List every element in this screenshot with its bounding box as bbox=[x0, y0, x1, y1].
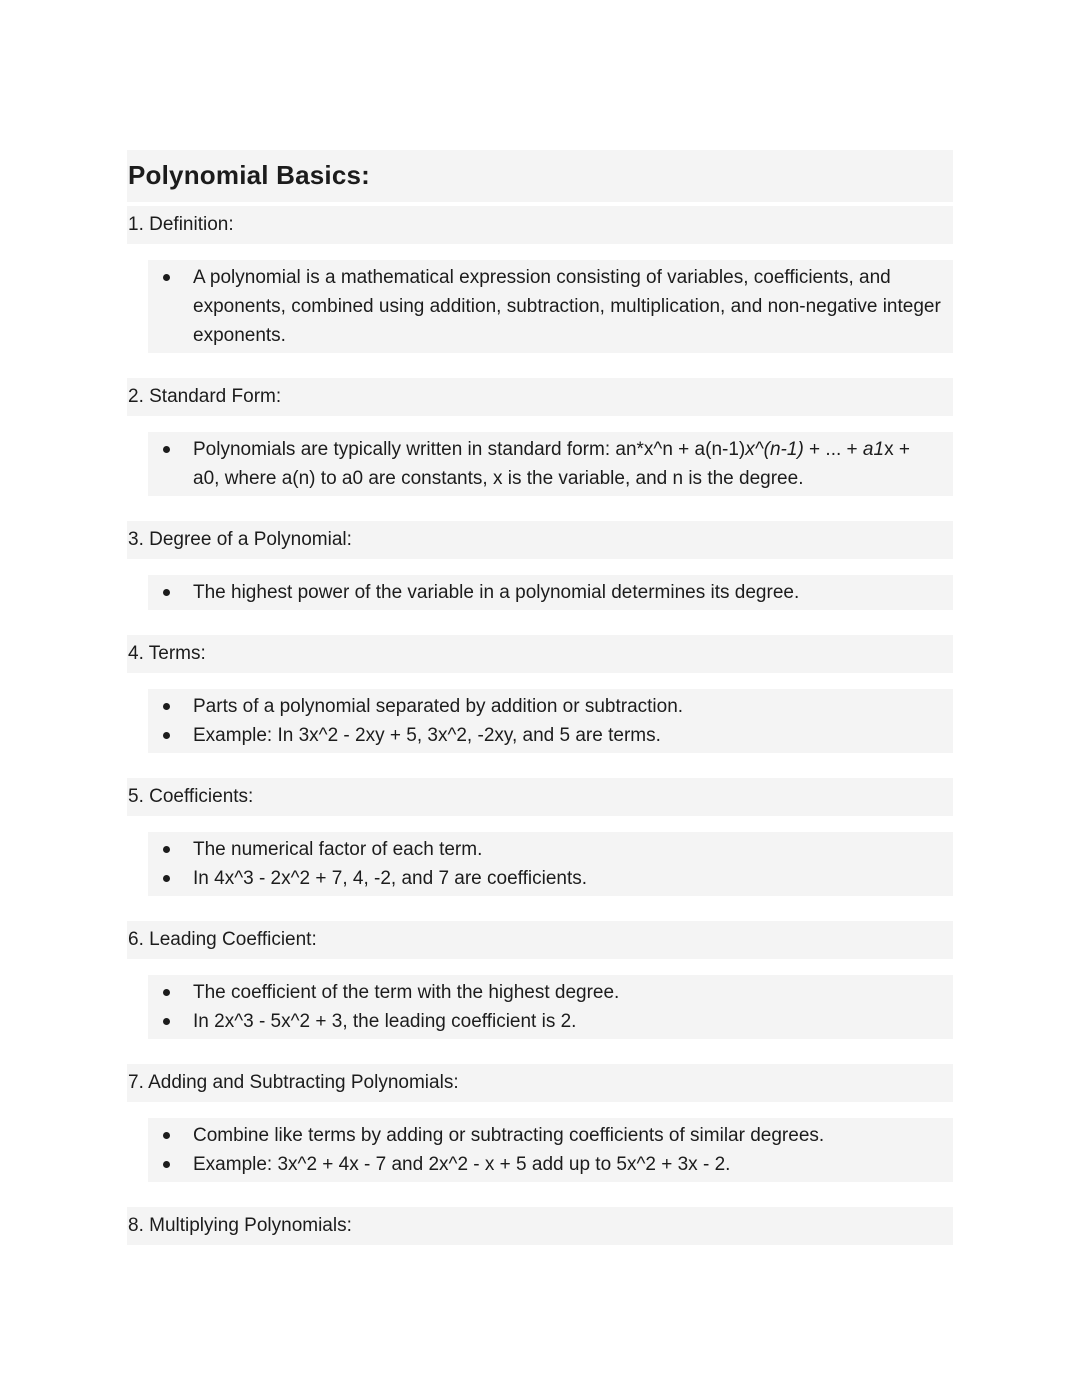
bullet-text: Combine like terms by adding or subtracting coefficients of similar degrees. bbox=[193, 1125, 825, 1146]
bullet-text: The numerical factor of each term. bbox=[193, 839, 483, 860]
bullet-list bbox=[148, 260, 953, 353]
bullet-text: In 4x^3 - 2x^2 + 7, 4, -2, and 7 are coefficients. bbox=[193, 868, 588, 889]
section-heading: 7. Adding and Subtracting Polynomials: bbox=[127, 1064, 953, 1102]
bullet-text: A polynomial is a mathematical expression consisting of variables, coefficients, and exponents, combined using addition, subtraction, multiplication, and non-negative integer exponents. bbox=[193, 267, 941, 346]
bullet-list bbox=[148, 832, 953, 896]
sections bbox=[127, 206, 953, 1245]
bullet-item bbox=[148, 1121, 941, 1150]
section-heading: 5. Coefficients: bbox=[127, 778, 953, 816]
document-title: Polynomial Basics: bbox=[127, 150, 953, 202]
bullet-text: Parts of a polynomial separated by addition or subtraction. bbox=[193, 696, 684, 717]
section-heading: 6. Leading Coefficient: bbox=[127, 921, 953, 959]
bullet-icon bbox=[163, 1018, 170, 1025]
bullet-icon bbox=[163, 589, 170, 596]
document-content bbox=[127, 150, 953, 1245]
bullet-icon bbox=[163, 703, 170, 710]
bullet-item bbox=[148, 263, 941, 350]
bullet-list bbox=[148, 575, 953, 610]
bullet-text: The highest power of the variable in a polynomial determines its degree. bbox=[193, 582, 800, 603]
bullet-icon bbox=[163, 446, 170, 453]
bullet-text: Example: In 3x^2 - 2xy + 5, 3x^2, -2xy, and 5 are terms. bbox=[193, 725, 661, 746]
bullet-item bbox=[148, 435, 941, 493]
bullet-icon bbox=[163, 732, 170, 739]
section-heading: 3. Degree of a Polynomial: bbox=[127, 521, 953, 559]
bullet-list bbox=[148, 432, 953, 496]
bullet-icon bbox=[163, 1132, 170, 1139]
bullet-item bbox=[148, 978, 941, 1007]
bullet-text: Polynomials are typically written in standard form: an*x^n + a(n-1)x^(n-1) + ... + a1x + a0, where a(n) to a0 are constants, x is the variable, and n is the degree. bbox=[193, 439, 910, 489]
bullet-item bbox=[148, 1007, 941, 1036]
bullet-list bbox=[148, 1118, 953, 1182]
bullet-item bbox=[148, 578, 941, 607]
bullet-list bbox=[148, 689, 953, 753]
section-heading: 4. Terms: bbox=[127, 635, 953, 673]
bullet-text: Example: 3x^2 + 4x - 7 and 2x^2 - x + 5 add up to 5x^2 + 3x - 2. bbox=[193, 1154, 731, 1175]
bullet-icon bbox=[163, 989, 170, 996]
bullet-text: In 2x^3 - 5x^2 + 3, the leading coefficient is 2. bbox=[193, 1011, 577, 1032]
bullet-icon bbox=[163, 875, 170, 882]
bullet-icon bbox=[163, 274, 170, 281]
bullet-text: The coefficient of the term with the highest degree. bbox=[193, 982, 620, 1003]
bullet-item bbox=[148, 721, 941, 750]
bullet-icon bbox=[163, 1161, 170, 1168]
bullet-item bbox=[148, 1150, 941, 1179]
section-heading: 2. Standard Form: bbox=[127, 378, 953, 416]
bullet-list bbox=[148, 975, 953, 1039]
bullet-item bbox=[148, 692, 941, 721]
section-heading: 1. Definition: bbox=[127, 206, 953, 244]
bullet-item bbox=[148, 864, 941, 893]
bullet-item bbox=[148, 835, 941, 864]
section-heading: 8. Multiplying Polynomials: bbox=[127, 1207, 953, 1245]
bullet-icon bbox=[163, 846, 170, 853]
